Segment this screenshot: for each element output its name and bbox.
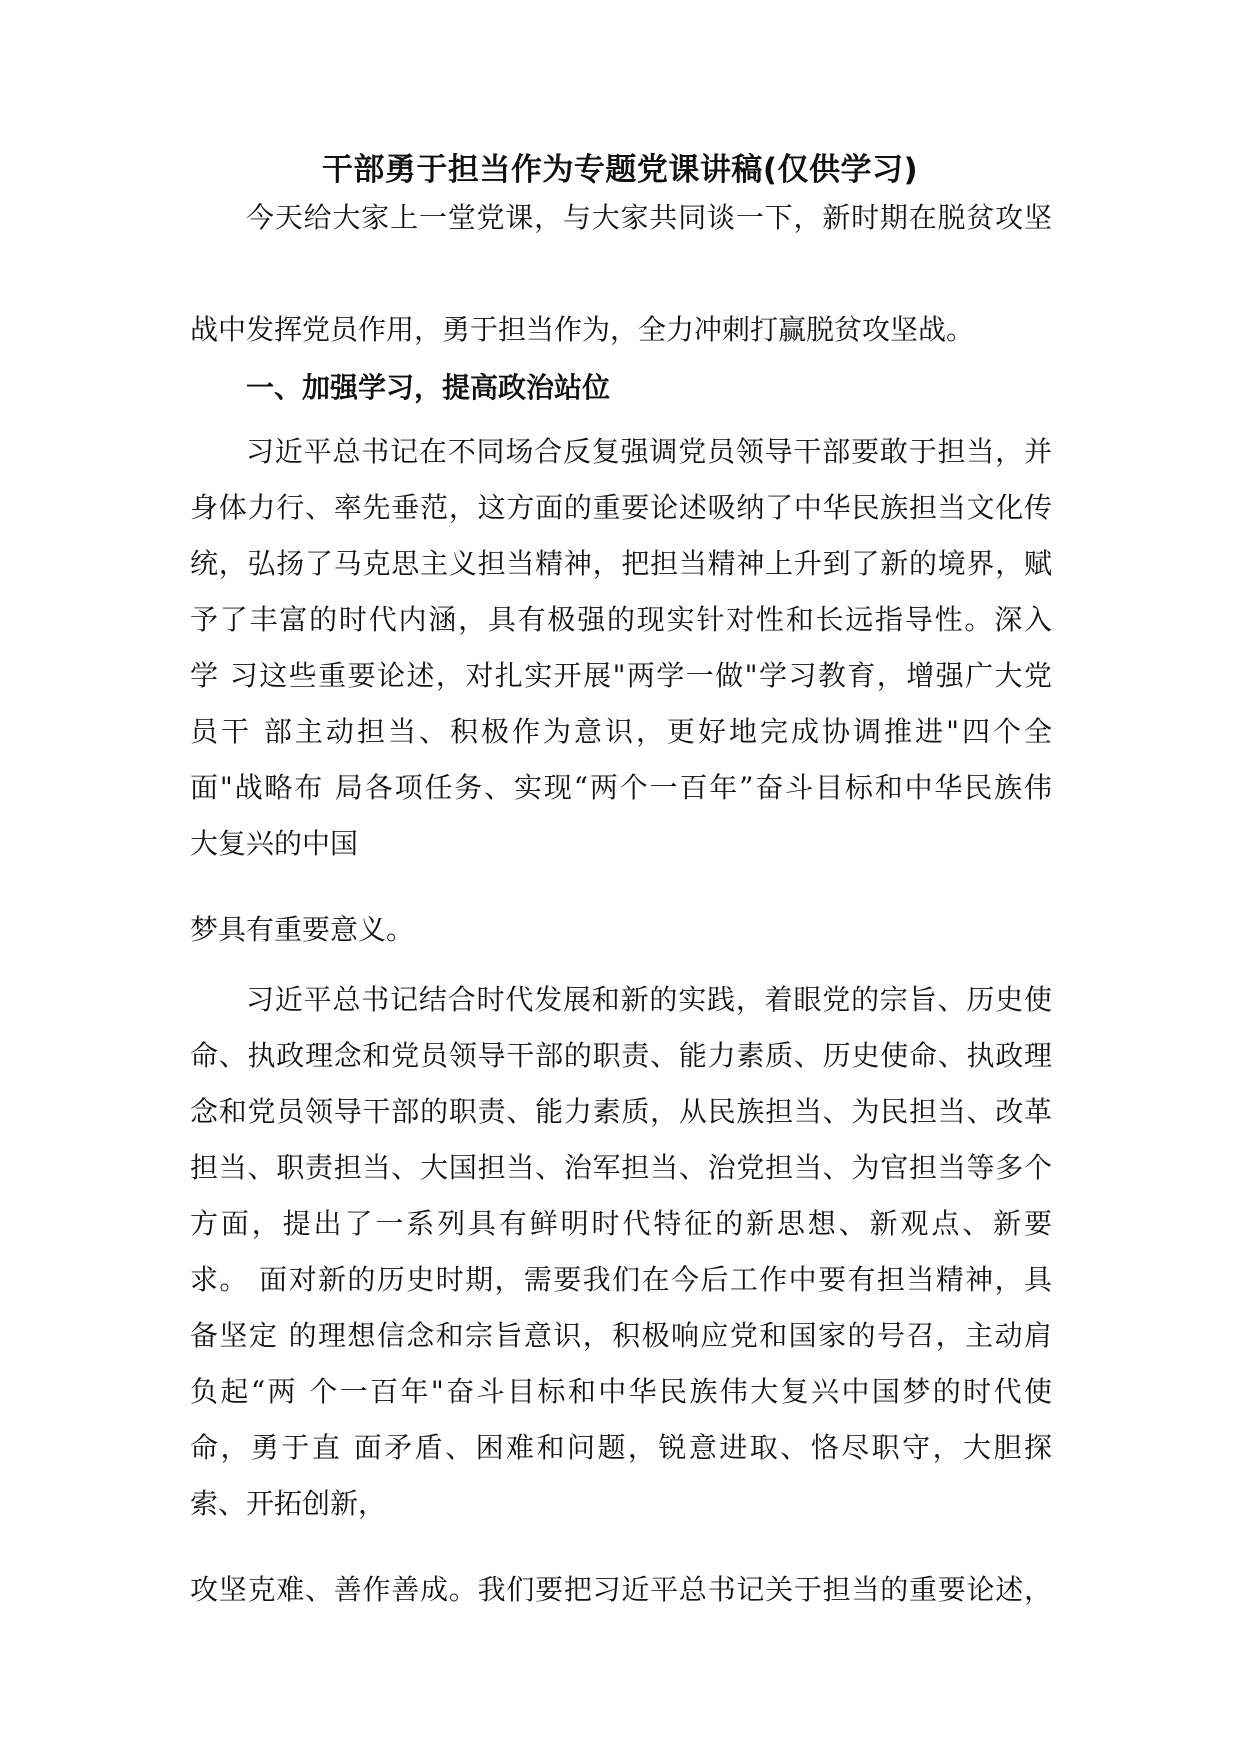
paragraph-line: 索、开拓创新， xyxy=(190,1487,387,1520)
paragraph-line: 求。 面对新的历史时期，需要我们在今后工作中要有担当精神，具 xyxy=(190,1263,1052,1296)
paragraph-line: 习近平总书记在不同场合反复强调党员领导干部要敢于担当，并 xyxy=(246,435,1052,468)
paragraph-line: 面"战略布 局各项任务、实现“两个一百年”奋斗目标和中华民族伟 xyxy=(190,771,1052,804)
paragraph-line: 命，勇于直 面矛盾、困难和问题，锐意进取、恪尽职守，大胆探 xyxy=(190,1431,1052,1464)
paragraph-line: 攻坚克难、善作善成。我们要把习近平总书记关于担当的重要论述， xyxy=(190,1573,1052,1606)
paragraph-line: 员干 部主动担当、积极作为意识，更好地完成协调推进"四个全 xyxy=(190,715,1052,748)
paragraph-line: 予了丰富的时代内涵，具有极强的现实针对性和长远指导性。深入 xyxy=(190,603,1052,636)
paragraph-line: 命、执政理念和党员领导干部的职责、能力素质、历史使命、执政理 xyxy=(190,1039,1052,1072)
paragraph-line: 负起“两 个一百年"奋斗目标和中华民族伟大复兴中国梦的时代使 xyxy=(190,1375,1052,1408)
paragraph-line: 身体力行、率先垂范，这方面的重要论述吸纳了中华民族担当文化传 xyxy=(190,491,1052,524)
paragraph-line: 方面，提出了一系列具有鲜明时代特征的新思想、新观点、新要 xyxy=(190,1207,1052,1240)
paragraph-line: 学 习这些重要论述，对扎实开展"两学一做"学习教育，增强广大党 xyxy=(190,659,1052,692)
paragraph-line: 念和党员领导干部的职责、能力素质，从民族担当、为民担当、改革 xyxy=(190,1095,1052,1128)
paragraph-line: 梦具有重要意义。 xyxy=(190,913,415,946)
document-title: 干部勇于担当作为专题党课讲稿(仅供学习) xyxy=(321,152,919,188)
paragraph-line: 备坚定 的理想信念和宗旨意识，积极响应党和国家的号召，主动肩 xyxy=(190,1319,1052,1352)
paragraph-line: 战中发挥党员作用，勇于担当作为，全力冲刺打赢脱贫攻坚战。 xyxy=(190,313,975,346)
paragraph-line: 今天给大家上一堂党课，与大家共同谈一下，新时期在脱贫攻坚 xyxy=(246,201,1052,234)
paragraph-line: 担当、职责担当、大国担当、治军担当、治党担当、为官担当等多个 xyxy=(190,1151,1052,1184)
paragraph-line: 大复兴的中国 xyxy=(190,827,359,860)
section-heading: 一、加强学习，提高政治站位 xyxy=(246,371,611,404)
paragraph-line: 统，弘扬了马克思主义担当精神，把担当精神上升到了新的境界，赋 xyxy=(190,547,1052,580)
paragraph-line: 习近平总书记结合时代发展和新的实践，着眼党的宗旨、历史使 xyxy=(246,983,1052,1016)
